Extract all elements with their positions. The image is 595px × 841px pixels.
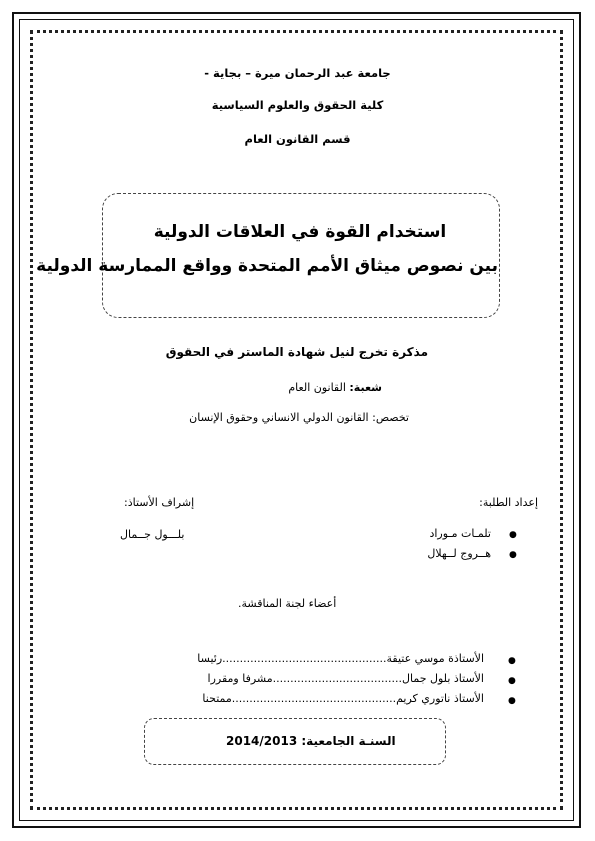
branch-value: القانون العام	[288, 381, 346, 394]
student-name-1: تلمـات مـوراد	[429, 527, 491, 540]
degree-statement: مذكرة تخرج لنيل شهادة الماستر في الحقوق	[165, 345, 428, 359]
thesis-title-line2: بين نصوص ميثاق الأمم المتحدة وواقع الممارسة الدولية	[36, 256, 498, 276]
branch-line	[288, 381, 382, 394]
committee-member-1	[197, 652, 484, 665]
academic-year-label: السنـة الجامعية:	[301, 734, 396, 748]
committee-title: أعضاء لجنة المناقشة.	[238, 597, 337, 610]
department-name: قسم القانون العام	[244, 132, 351, 146]
bullet-icon: ●	[509, 550, 517, 560]
member-name: الأستاذة موسي عتيقة	[386, 652, 484, 665]
students-label: إعداد الطلبة:	[479, 496, 538, 509]
thesis-title-line1: استخدام القوة في العلاقات الدولية	[153, 222, 447, 242]
faculty-name: كلية الحقوق والعلوم السياسية	[211, 98, 384, 112]
member-name: الأستاذ ناتوري كريم	[396, 692, 484, 705]
academic-year-value: 2014/2013	[226, 734, 298, 748]
bullet-icon: ●	[508, 696, 516, 706]
member-dots: ...............................................	[231, 692, 397, 705]
student-name-2: هــروج لــهلال	[427, 547, 491, 560]
member-name: الأستاذ بلول جمال	[402, 672, 484, 685]
supervisor-label: إشراف الأستاذ:	[124, 496, 195, 509]
bullet-icon: ●	[508, 676, 516, 686]
bullet-icon: ●	[509, 530, 517, 540]
member-role: ممتحنا	[202, 692, 232, 705]
member-dots: .....................................	[272, 672, 402, 685]
specialty-label: تخصص:	[372, 411, 409, 424]
supervisor-name: بلـــول جــمال	[120, 528, 185, 541]
branch-label: شعبة:	[349, 381, 382, 394]
member-dots: ...............................................	[222, 652, 387, 665]
member-role: مشرفا ومقررا	[207, 672, 273, 685]
bullet-icon: ●	[508, 656, 516, 666]
specialty-line	[189, 411, 409, 424]
committee-member-2	[208, 672, 484, 685]
specialty-value: القانون الدولي الانساني وحقوق الإنسان	[189, 411, 369, 424]
member-role: رئيسا	[197, 652, 223, 665]
university-name: جامعة عبد الرحمان ميرة – بجاية -	[204, 66, 391, 80]
committee-member-3	[202, 692, 484, 705]
academic-year-line	[226, 734, 396, 748]
